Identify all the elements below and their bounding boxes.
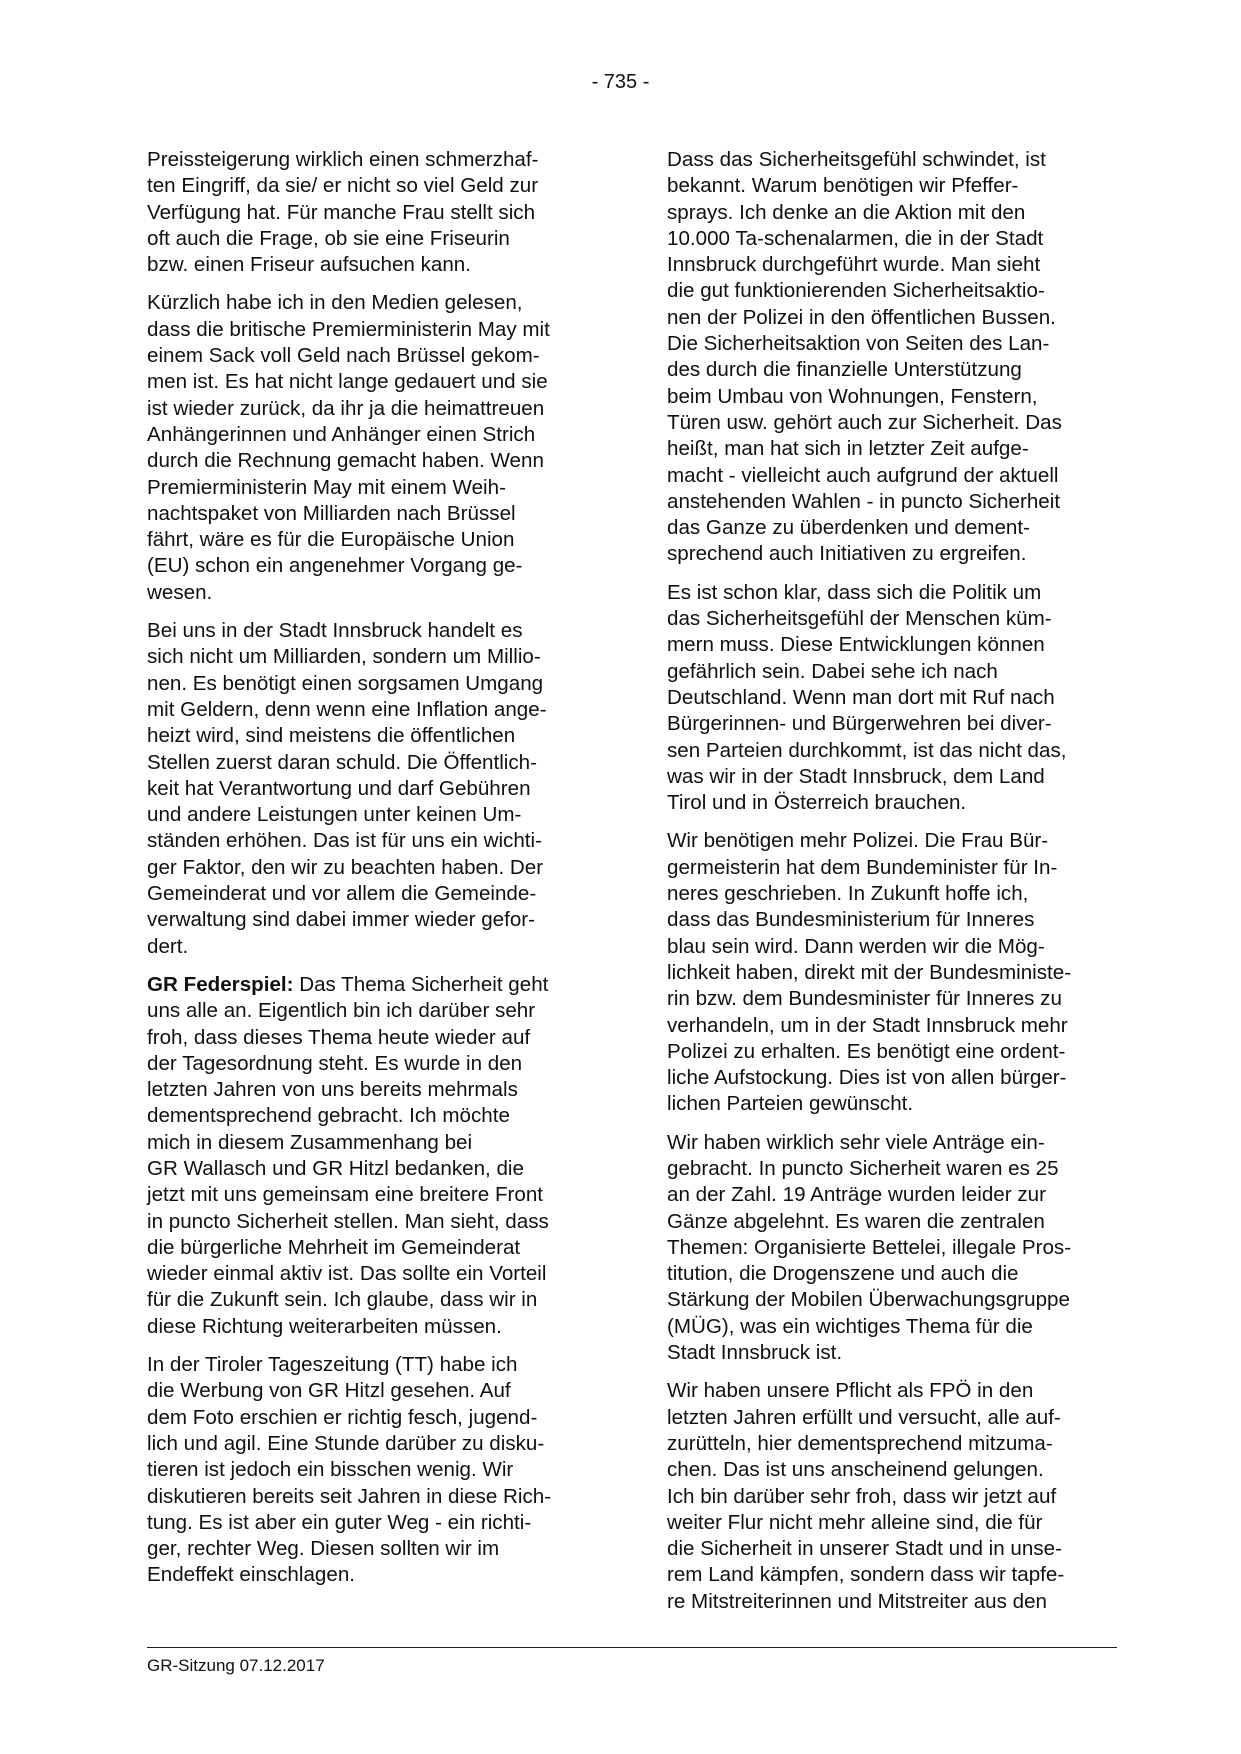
text-line: (MÜG), was ein wichtiges Thema für die bbox=[667, 1314, 1033, 1338]
text-line: sich nicht um Milliarden, sondern um Millio- bbox=[147, 645, 541, 669]
text-line: beim Umbau von Wohnungen, Fenstern, bbox=[667, 384, 1038, 408]
text-line: Türen usw. gehört auch zur Sicherheit. Das bbox=[667, 410, 1062, 434]
text-line: rin bzw. dem Bundesminister für Inneres zu bbox=[667, 987, 1062, 1011]
text-line: Deutschland. Wenn man dort mit Ruf nach bbox=[667, 685, 1055, 709]
text-line: mern muss. Diese Entwicklungen können bbox=[667, 633, 1045, 657]
text-line: macht - vielleicht auch aufgrund der aktuell bbox=[667, 463, 1059, 487]
text-line: froh, dass dieses Thema heute wieder auf bbox=[147, 1025, 531, 1049]
text-line: Verfügung hat. Für manche Frau stellt sich bbox=[147, 200, 536, 224]
text-line: dass das Bundesministerium für Inneres bbox=[667, 908, 1035, 932]
text-line: das Sicherheitsgefühl der Menschen küm- bbox=[667, 607, 1052, 631]
text-line: keit hat Verantwortung und darf Gebühren bbox=[147, 776, 531, 800]
text-line: verwaltung sind dabei immer wieder gefor- bbox=[147, 908, 536, 932]
text-line: ist wieder zurück, da ihr ja die heimattreuen bbox=[147, 396, 545, 420]
text-line: 10.000 Ta-schenalarmen, die in der Stadt bbox=[667, 226, 1044, 250]
text-line: Premierministerin May mit einem Weih- bbox=[147, 475, 506, 499]
paragraph bbox=[667, 828, 1117, 1117]
text-line: lichkeit haben, direkt mit der Bundesministe- bbox=[667, 960, 1072, 984]
text-line: Innsbruck durchgeführt wurde. Man sieht bbox=[667, 253, 1041, 277]
paragraph bbox=[147, 147, 597, 278]
text-line: liche Aufstockung. Dies ist von allen bürger- bbox=[667, 1066, 1067, 1090]
footer-divider bbox=[147, 1647, 1117, 1648]
text-line: wieder einmal aktiv ist. Das sollte ein Vorteil bbox=[147, 1262, 547, 1286]
text-line: heißt, man hat sich in letzter Zeit aufge- bbox=[667, 437, 1029, 461]
text-line: oft auch die Frage, ob sie eine Friseurin bbox=[147, 226, 510, 250]
text-line: heizt wird, sind meistens die öffentlichen bbox=[147, 724, 516, 748]
text-line: für die Zukunft sein. Ich glaube, dass wir in bbox=[147, 1288, 538, 1312]
text-line: des durch die finanzielle Unterstützung bbox=[667, 358, 1022, 382]
page-number: - 735 - bbox=[591, 71, 650, 93]
text-line: letzten Jahren von uns bereits mehrmals bbox=[147, 1078, 518, 1102]
text-line: Stärkung der Mobilen Überwachungsgruppe bbox=[667, 1288, 1070, 1312]
speech-text: Das Thema Sicherheit geht bbox=[293, 972, 549, 996]
text-line: Tirol und in Österreich brauchen. bbox=[667, 791, 967, 815]
text-line: was wir in der Stadt Innsbruck, dem Land bbox=[667, 764, 1045, 788]
text-line: Bürgerinnen- und Bürgerwehren bei diver- bbox=[667, 712, 1052, 736]
text-line: dass die britische Premierministerin May mit bbox=[147, 317, 550, 341]
text-line: Wir haben unsere Pflicht als FPÖ in den bbox=[667, 1379, 1034, 1403]
text-line: ten Eingriff, da sie/ er nicht so viel Geld zur bbox=[147, 174, 539, 198]
paragraph bbox=[147, 290, 597, 606]
text-column-left bbox=[147, 147, 597, 1601]
text-line: Stellen zuerst daran schuld. Die Öffentlich- bbox=[147, 750, 537, 774]
text-line: dem Foto erschien er richtig fesch, jugend- bbox=[147, 1405, 538, 1429]
text-line: anstehenden Wahlen - in puncto Sicherheit bbox=[667, 489, 1061, 513]
text-line: Stadt Innsbruck ist. bbox=[667, 1341, 843, 1365]
text-line: durch die Rechnung gemacht haben. Wenn bbox=[147, 449, 544, 473]
text-line: Gemeinderat und vor allem die Gemeinde- bbox=[147, 882, 537, 906]
text-line: Die Sicherheitsaktion von Seiten des Lan- bbox=[667, 332, 1050, 356]
text-line: tung. Es ist aber ein guter Weg - ein richti- bbox=[147, 1510, 532, 1534]
text-line: sen Parteien durchkommt, ist das nicht das, bbox=[667, 738, 1067, 762]
text-line: die bürgerliche Mehrheit im Gemeinderat bbox=[147, 1235, 521, 1259]
text-line: men ist. Es hat nicht lange gedauert und sie bbox=[147, 370, 548, 394]
text-line: ger, rechter Weg. Diesen sollten wir im bbox=[147, 1537, 500, 1561]
text-line: blau sein wird. Dann werden wir die Mög- bbox=[667, 934, 1045, 958]
text-line: der Tagesordnung steht. Es wurde in den bbox=[147, 1051, 523, 1075]
text-line: zurütteln, hier dementsprechend mitzuma- bbox=[667, 1431, 1053, 1455]
text-line: diese Richtung weiterarbeiten müssen. bbox=[147, 1314, 502, 1338]
text-line: Dass das Sicherheitsgefühl schwindet, ist bbox=[667, 148, 1046, 171]
text-line: die gut funktionierenden Sicherheitsaktio- bbox=[667, 279, 1045, 303]
text-line: nen. Es benötigt einen sorgsamen Umgang bbox=[147, 671, 544, 695]
text-line: tieren ist jedoch ein bisschen wenig. Wir bbox=[147, 1458, 514, 1482]
text-line: wesen. bbox=[147, 580, 213, 604]
text-line: Es ist schon klar, dass sich die Politik um bbox=[667, 580, 1042, 604]
text-line: dert. bbox=[147, 934, 189, 958]
text-line: Endeffekt einschlagen. bbox=[147, 1563, 355, 1587]
paragraph bbox=[147, 618, 597, 960]
text-line: Preissteigerung wirklich einen schmerzhaf- bbox=[147, 148, 539, 171]
text-line: GR Wallasch und GR Hitzl bedanken, die bbox=[147, 1156, 524, 1180]
text-line: Themen: Organisierte Bettelei, illegale Pros- bbox=[667, 1235, 1072, 1259]
text-line bbox=[147, 972, 597, 998]
text-line: diskutieren bereits seit Jahren in diese Rich- bbox=[147, 1484, 552, 1508]
text-line: sprechend auch Initiativen zu ergreifen. bbox=[667, 542, 1027, 566]
text-line: Ich bin darüber sehr froh, dass wir jetzt auf bbox=[667, 1484, 1057, 1508]
text-line: Wir benötigen mehr Polizei. Die Frau Bür- bbox=[667, 829, 1049, 853]
text-line: Gänze abgelehnt. Es waren die zentralen bbox=[667, 1209, 1045, 1233]
text-line: lichen Parteien gewünscht. bbox=[667, 1092, 914, 1116]
text-line: an der Zahl. 19 Anträge wurden leider zur bbox=[667, 1183, 1046, 1207]
text-line: mich in diesem Zusammenhang bei bbox=[147, 1130, 473, 1154]
text-line: germeisterin hat dem Bundeminister für In- bbox=[667, 855, 1058, 879]
text-line: in puncto Sicherheit stellen. Man sieht, dass bbox=[147, 1209, 549, 1233]
text-line: re Mitstreiterinnen und Mitstreiter aus den bbox=[667, 1589, 1048, 1613]
text-line: nen der Polizei in den öffentlichen Bussen. bbox=[667, 305, 1056, 329]
text-line: nachtspaket von Milliarden nach Brüssel bbox=[147, 501, 516, 525]
text-line: bekannt. Warum benötigen wir Pfeffer- bbox=[667, 174, 1019, 198]
text-line: (EU) schon ein angenehmer Vorgang ge- bbox=[147, 554, 523, 578]
paragraph bbox=[147, 1352, 597, 1589]
text-line: uns alle an. Eigentlich bin ich darüber sehr bbox=[147, 999, 536, 1023]
paragraph bbox=[667, 580, 1117, 817]
text-line: einem Sack voll Geld nach Brüssel gekom- bbox=[147, 344, 540, 368]
text-line: verhandeln, um in der Stadt Innsbruck mehr bbox=[667, 1013, 1068, 1037]
text-line: die Sicherheit in unserer Stadt und in unse- bbox=[667, 1537, 1062, 1561]
text-line: die Werbung von GR Hitzl gesehen. Auf bbox=[147, 1379, 511, 1403]
text-line: Anhängerinnen und Anhänger einen Strich bbox=[147, 422, 536, 446]
text-line: bzw. einen Friseur aufsuchen kann. bbox=[147, 253, 471, 277]
text-line: Kürzlich habe ich in den Medien gelesen, bbox=[147, 291, 523, 315]
text-line: mit Geldern, denn wenn eine Inflation ange- bbox=[147, 697, 547, 721]
text-line: rem Land kämpfen, sondern dass wir tapfe- bbox=[667, 1563, 1065, 1587]
text-line: In der Tiroler Tageszeitung (TT) habe ich bbox=[147, 1353, 518, 1377]
text-line: Wir haben wirklich sehr viele Anträge ein- bbox=[667, 1130, 1045, 1154]
text-line: gebracht. In puncto Sicherheit waren es 25 bbox=[667, 1156, 1059, 1180]
paragraph bbox=[667, 147, 1117, 568]
text-line: ständen erhöhen. Das ist für uns ein wichti- bbox=[147, 829, 542, 853]
text-line: letzten Jahren erfüllt und versucht, alle auf- bbox=[667, 1405, 1061, 1429]
text-line: und andere Leistungen unter keinen Um- bbox=[147, 803, 522, 827]
paragraph bbox=[667, 1130, 1117, 1367]
text-line: jetzt mit uns gemeinsam eine breitere Front bbox=[147, 1183, 544, 1207]
text-line: titution, die Drogenszene und auch die bbox=[667, 1262, 1019, 1286]
text-line: fährt, wäre es für die Europäische Union bbox=[147, 528, 515, 552]
text-line: ger Faktor, den wir zu beachten haben. Der bbox=[147, 855, 544, 879]
footer-session-date: GR-Sitzung 07.12.2017 bbox=[147, 1656, 325, 1675]
text-line: Polizei zu erhalten. Es benötigt eine ordent- bbox=[667, 1039, 1066, 1063]
text-line: weiter Flur nicht mehr alleine sind, die für bbox=[667, 1510, 1043, 1534]
text-line: dementsprechend gebracht. Ich möchte bbox=[147, 1104, 510, 1128]
speaker-name: GR Federspiel: bbox=[147, 972, 294, 996]
text-line: gefährlich sein. Dabei sehe ich nach bbox=[667, 659, 998, 683]
text-line: lich und agil. Eine Stunde darüber zu disku- bbox=[147, 1431, 545, 1455]
text-column-right bbox=[667, 147, 1117, 1627]
text-line: neres geschrieben. In Zukunft hoffe ich, bbox=[667, 882, 1029, 906]
text-line: Bei uns in der Stadt Innsbruck handelt es bbox=[147, 619, 523, 643]
paragraph bbox=[147, 972, 597, 1340]
paragraph bbox=[667, 1378, 1117, 1615]
text-line: das Ganze zu überdenken und dement- bbox=[667, 516, 1030, 540]
text-line: chen. Das ist uns anscheinend gelungen. bbox=[667, 1458, 1044, 1482]
text-line: sprays. Ich denke an die Aktion mit den bbox=[667, 200, 1026, 224]
